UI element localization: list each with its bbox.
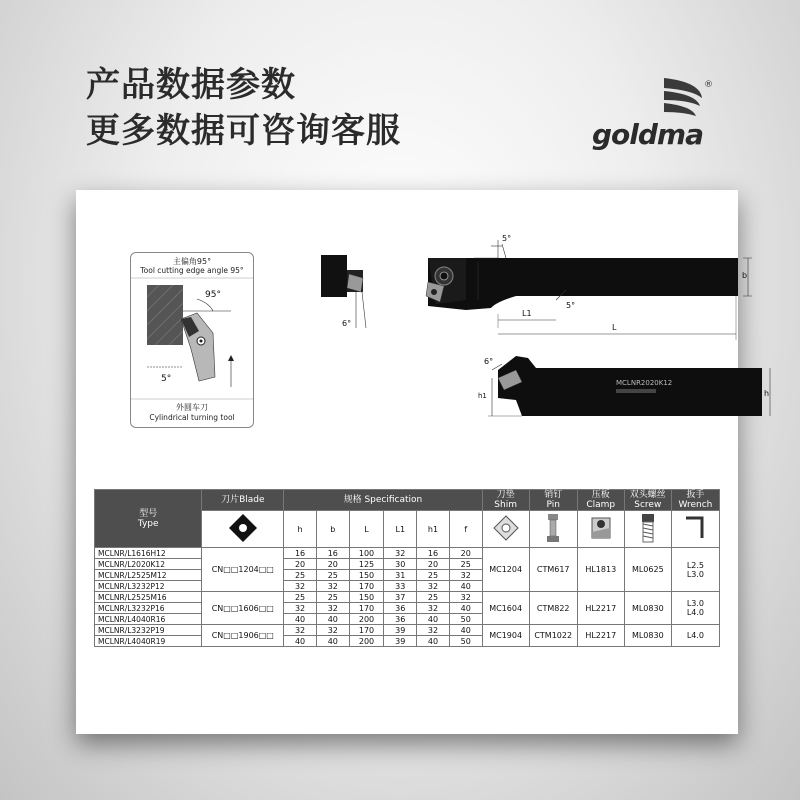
blade-group-1: CN□□1204□□: [202, 548, 284, 592]
svg-text:95°: 95°: [205, 290, 221, 300]
blade-group-2: CN□□1606□□: [202, 592, 284, 625]
angle-title-cn: 主偏角95°: [172, 257, 212, 266]
tool-holder-drawing: [316, 230, 770, 430]
header-blade: 刀片Blade: [202, 490, 284, 511]
svg-text:5°: 5°: [502, 234, 512, 243]
registered-mark: ®: [704, 80, 713, 90]
end-view: [321, 255, 366, 328]
table-row: MCLNR/L2525M16 CN□□1606□□ 25 25 150 37 25 32 MC1604 CTM822 HL2217 ML0830 L3.0 L4.0: [95, 592, 720, 603]
pin-icon: [529, 511, 577, 548]
blade-group-3: CN□□1906□□: [202, 625, 284, 647]
spec-col-h: h: [284, 511, 317, 548]
table-row: MCLNR/L3232P12 32 32 170 33 32 40: [95, 581, 720, 592]
header-shim: 刀垫 Shim: [482, 490, 529, 511]
spec-sheet-card: [76, 190, 770, 734]
headline-line-2: 更多数据可咨询客服: [86, 111, 401, 151]
screw-icon: [624, 511, 671, 548]
header-screw: 双头螺丝 Screw: [624, 490, 671, 511]
svg-text:5°: 5°: [161, 374, 172, 384]
svg-text:L1: L1: [522, 309, 532, 318]
angle-title-en: Tool cutting edge angle 95°: [140, 266, 244, 275]
headline: [86, 62, 401, 154]
table-row: MCLNR/L4040R16 40 40 200 36 40 50: [95, 614, 720, 625]
top-view: [426, 234, 752, 340]
table-row: MCLNR/L3232P19 CN□□1906□□ 32 32 170 39 32 40 MC1904 CTM1022 HL2217 ML0830 L4.0: [95, 625, 720, 636]
header-clamp: 压板 Clamp: [577, 490, 624, 511]
svg-text:h: h: [764, 389, 770, 398]
svg-text:h1: h1: [478, 392, 487, 400]
table-row: MCLNR/L3232P16 32 32 170 36 32 40: [95, 603, 720, 614]
workpiece-diagram: [131, 277, 253, 409]
shim-icon: [482, 511, 529, 548]
svg-text:L: L: [612, 323, 617, 332]
table-row: MCLNR/L4040R19 40 40 200 39 40 50: [95, 636, 720, 647]
header-pin: 销钉 Pin: [529, 490, 577, 511]
svg-text:f: f: [472, 278, 475, 286]
table-row: MCLNR/L1616H12 CN□□1204□□ 16 16 100 32 16 20 MC1204 CTM617 HL1813 ML0625 L2.5 L3.0: [95, 548, 720, 559]
turning-tool-label-en: Cylindrical turning tool: [149, 413, 235, 422]
table-row: MCLNR/L2020K12 20 20 125 30 20 25: [95, 559, 720, 570]
spec-col-L1: L1: [384, 511, 417, 548]
specification-table: [94, 489, 720, 647]
header-spec: 规格 Specification: [284, 490, 482, 511]
svg-text:5°: 5°: [566, 301, 576, 310]
spec-col-f: f: [449, 511, 482, 548]
headline-line-1: 产品数据参数: [86, 65, 296, 105]
brand-logo: [592, 76, 722, 152]
svg-text:MCLNR2020K12: MCLNR2020K12: [616, 379, 673, 387]
header-type: 型号 Type: [95, 490, 202, 548]
spec-col-h1: h1: [417, 511, 450, 548]
turning-tool-label-cn: 外圆车刀: [176, 403, 208, 412]
cutting-angle-diagram: [130, 252, 254, 428]
spec-col-b: b: [316, 511, 349, 548]
wrench-icon: [671, 511, 719, 548]
svg-text:6°: 6°: [342, 319, 352, 328]
table-row: MCLNR/L2525M12 25 25 150 31 25 32: [95, 570, 720, 581]
blade-icon: [202, 511, 284, 548]
header-wrench: 扳手 Wrench: [671, 490, 719, 511]
side-view: [478, 356, 770, 416]
svg-text:6°: 6°: [484, 357, 494, 366]
spec-col-L: L: [349, 511, 384, 548]
svg-text:b: b: [742, 271, 748, 280]
clamp-icon: [577, 511, 624, 548]
brand-name: goldma: [592, 118, 703, 151]
logo-mark-icon: [592, 76, 722, 120]
